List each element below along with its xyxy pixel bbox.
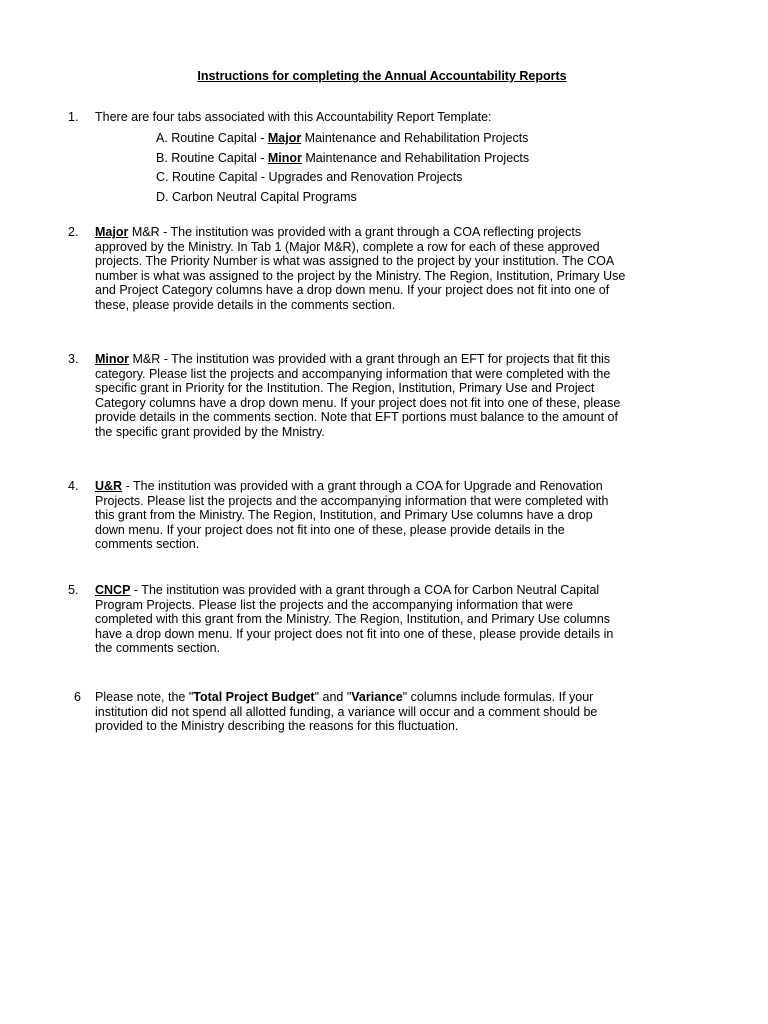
item-4-body bbox=[95, 479, 640, 552]
item-2-line-3: projects. The Priority Number is what was assigned to the project by your institution. The COA bbox=[95, 254, 615, 269]
item-3-line-4: Category columns have a drop down menu. If your project does not fit into one of these, please bbox=[95, 395, 621, 410]
sublist-item-a-suffix: Maintenance and Rehabilitation Projects bbox=[301, 131, 529, 145]
item-3-keyword: Minor bbox=[95, 352, 130, 366]
item-6-total-project-budget: Total Project Budget bbox=[193, 690, 315, 704]
item-number: 5. bbox=[68, 583, 79, 597]
item-2-line-5: and Project Category columns have a drop down menu. If your project does not fit into one of bbox=[95, 283, 610, 298]
item-3-line-1-text: M&R - The institution was provided with a grant through an EFT for projects that fit this bbox=[129, 352, 611, 366]
item-6-line-1-part-a: Please note, the " bbox=[95, 690, 194, 704]
item-5-line-2: Program Projects. Please list the projects and the accompanying information that were bbox=[95, 597, 574, 612]
item-6-line-2: institution did not spend all allotted funding, a variance will occur and a comment should be bbox=[95, 704, 598, 719]
item-2-keyword: Major bbox=[95, 225, 129, 239]
tab-sublist bbox=[156, 129, 636, 207]
item-3-body bbox=[95, 352, 640, 440]
item-4-line-1-text: - The institution was provided with a grant through a COA for Upgrade and Renovation bbox=[122, 479, 603, 493]
sublist-item-b-emphasis: Minor bbox=[267, 150, 302, 165]
sublist-item-b-suffix: Maintenance and Rehabilitation Projects bbox=[301, 150, 530, 165]
item-5-line-1-text: - The institution was provided with a grant through a COA for Carbon Neutral Capital bbox=[130, 583, 600, 597]
item-5-keyword: CNCP bbox=[95, 583, 131, 597]
item-3-line-3: specific grant in Priority for the Institution. The Region, Institution, Primary Use and Project bbox=[95, 381, 595, 396]
sublist-item-b-prefix: B. Routine Capital - bbox=[156, 150, 268, 165]
item-5-line-4: have a drop down menu. If your project does not fit into one of these, please provide details in bbox=[95, 626, 614, 641]
item-4-line-1 bbox=[95, 479, 640, 494]
item-6-line-1-part-c: " and " bbox=[314, 690, 352, 704]
item-2-line-2: approved by the Ministry. In Tab 1 (Major M&R), complete a row for each of these approved bbox=[95, 239, 600, 254]
sublist-item-a bbox=[156, 129, 636, 149]
item-3-line-6: the specific grant provided by the Mnistry. bbox=[95, 424, 325, 439]
sublist-item-a-emphasis: Major bbox=[267, 131, 302, 145]
item-number: 3. bbox=[68, 352, 79, 366]
item-6-line-1-part-e: " columns include formulas. If your bbox=[402, 690, 594, 704]
item-1-intro: There are four tabs associated with this Accountability Report Template: bbox=[95, 110, 492, 124]
item-number: 6 bbox=[74, 690, 81, 704]
item-3-line-1 bbox=[95, 352, 640, 367]
item-2-line-1-text: M&R - The institution was provided with a grant through a COA reflecting projects bbox=[128, 225, 582, 239]
item-3-line-5: provide details in the comments section. Note that EFT portions must balance to the amount of bbox=[95, 410, 618, 425]
item-5-line-3: completed with this grant from the Ministry. The Region, Institution, and Primary Use columns bbox=[95, 612, 611, 627]
item-number: 2. bbox=[68, 225, 79, 239]
item-3-line-2: category. Please list the projects and accompanying information that were completed with the bbox=[95, 366, 611, 381]
item-4-line-5: comments section. bbox=[95, 537, 200, 552]
document-title: Instructions for completing the Annual Accountability Reports bbox=[197, 69, 567, 83]
item-2-line-6: these, please provide details in the comments section. bbox=[95, 297, 396, 312]
item-6-line-1 bbox=[95, 690, 640, 705]
item-2-body bbox=[95, 225, 640, 313]
item-4-keyword: U&R bbox=[95, 479, 123, 493]
sublist-item-a-prefix: A. Routine Capital - bbox=[156, 131, 268, 145]
item-6-body bbox=[95, 690, 640, 734]
item-2-line-1 bbox=[95, 225, 640, 240]
item-number: 1. bbox=[68, 110, 79, 124]
item-5-line-1 bbox=[95, 583, 640, 598]
item-5-body bbox=[95, 583, 640, 656]
item-2-line-4: number is what was assigned to the project by the Ministry. The Region, Institution, Primary Use bbox=[95, 268, 626, 283]
sublist-item-b bbox=[156, 149, 636, 169]
item-6-variance: Variance bbox=[351, 690, 403, 704]
item-4-line-3: this grant from the Ministry. The Region, Institution, and Primary Use columns have a drop bbox=[95, 508, 593, 523]
item-number: 4. bbox=[68, 479, 79, 493]
sublist-item-d: D. Carbon Neutral Capital Programs bbox=[156, 189, 357, 204]
item-5-line-5: the comments section. bbox=[95, 641, 221, 656]
sublist-item-c: C. Routine Capital - Upgrades and Renovation Projects bbox=[156, 170, 463, 184]
item-4-line-2: Projects. Please list the projects and the accompanying information that were completed with bbox=[95, 493, 609, 508]
item-4-line-4: down menu. If your project does not fit into one of these, please provide details in the bbox=[95, 522, 565, 537]
item-6-line-3: provided to the Ministry describing the reasons for this fluctuation. bbox=[95, 719, 459, 734]
